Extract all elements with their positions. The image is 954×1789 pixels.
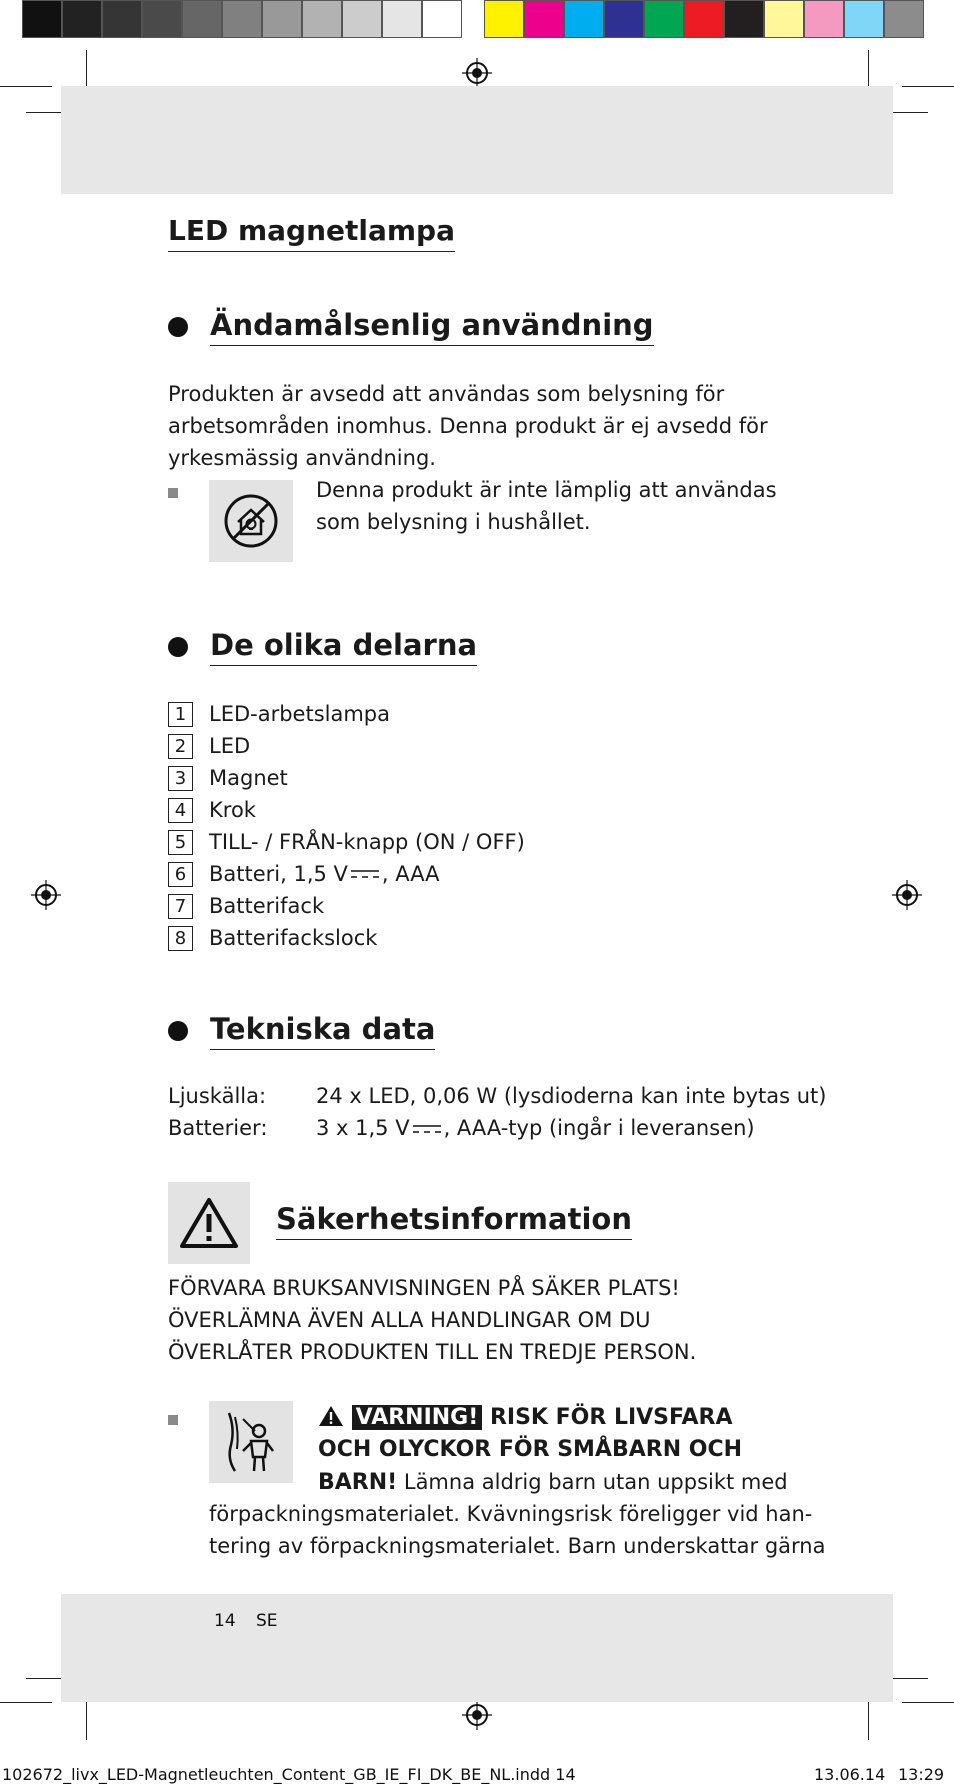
list-item: [168, 826, 525, 858]
section-heading-text: Säkerhetsinformation: [276, 1202, 632, 1236]
file-slug: 102672_livx_LED-Magnetleuchten_Content_GB_IE_FI_DK_BE_NL.indd 14: [2, 1765, 576, 1784]
part-label: LED-arbetslampa: [209, 702, 391, 726]
list-item: [168, 890, 525, 922]
color-swatch: [142, 0, 182, 38]
color-swatch: [222, 0, 262, 38]
color-swatch: [382, 0, 422, 38]
tech-value: 3 x 1,5 V: [316, 1116, 410, 1140]
crop-mark: [0, 1702, 52, 1703]
part-number: 4: [168, 798, 193, 823]
text-line: förpackningsmaterialet. Kvävningsrisk föreligger vid han-: [209, 1502, 813, 1526]
color-swatch: [884, 0, 924, 38]
color-swatch: [182, 0, 222, 38]
section-heading-tech-data: [168, 1012, 435, 1050]
safety-heading: [276, 1202, 632, 1240]
bullet-dot-icon: [168, 1021, 188, 1041]
part-label: Batterifackslock: [209, 926, 378, 950]
part-label-suffix: , AAA: [381, 862, 440, 886]
parts-list: [168, 698, 525, 954]
list-item: [168, 762, 525, 794]
color-swatch: [342, 0, 382, 38]
warning-line: OCH OLYCKOR FÖR SMÅBARN OCH: [318, 1437, 743, 1462]
part-label: LED: [209, 734, 251, 758]
dc-symbol-icon: [413, 1124, 441, 1134]
tech-row-batteries: [168, 1112, 755, 1144]
warning-triangle-icon: [168, 1182, 250, 1264]
section-heading-parts: [168, 628, 477, 666]
part-number: 1: [168, 702, 193, 727]
page-title: LED magnetlampa: [168, 214, 455, 252]
crop-mark: [868, 1698, 869, 1740]
child-strangulation-icon: [209, 1401, 293, 1483]
tech-label: Batterier:: [168, 1116, 268, 1140]
dc-symbol-icon: [351, 869, 379, 879]
bullet-dot-icon: [168, 317, 188, 337]
color-swatch: [262, 0, 302, 38]
tech-value-suffix: , AAA-typ (ingår i leveransen): [443, 1116, 755, 1140]
warning-line: [318, 1466, 818, 1499]
print-time: 13:29: [898, 1765, 945, 1784]
part-number: 6: [168, 862, 193, 887]
color-swatch: [764, 0, 804, 38]
list-item: [168, 730, 525, 762]
color-swatch: [684, 0, 724, 38]
color-swatch: [22, 0, 62, 38]
text-line: tering av förpackningsmaterialet. Barn underskattar gärna: [209, 1534, 826, 1558]
text-line: FÖRVARA BRUKSANVISNINGEN PÅ SÄKER PLATS!: [168, 1276, 680, 1300]
print-date: 13.06.14: [814, 1765, 886, 1784]
list-item: [168, 794, 525, 826]
section-heading-intended-use: [168, 308, 654, 346]
section-heading-text: De olika delarna: [210, 628, 477, 666]
color-swatch: [804, 0, 844, 38]
color-swatch: [844, 0, 884, 38]
registration-mark-icon: [31, 880, 61, 910]
color-swatch: [604, 0, 644, 38]
color-swatch: [564, 0, 604, 38]
tech-row-light-source: [168, 1080, 826, 1112]
section-heading-text: Ändamålsenlig användning: [210, 308, 654, 346]
registration-mark-icon: [892, 880, 922, 910]
safety-caps-notice: [168, 1272, 808, 1368]
warning-text-block: [318, 1402, 818, 1499]
header-band: [61, 86, 893, 194]
text-line: yrkesmässig användning.: [168, 446, 436, 470]
crop-mark: [902, 86, 954, 87]
crop-mark: [0, 86, 52, 87]
color-swatch: [422, 0, 462, 38]
text-line: ÖVERLÅTER PRODUKTEN TILL EN TREDJE PERSON.: [168, 1340, 697, 1364]
registration-mark-icon: [462, 58, 492, 88]
part-label: Batteri, 1,5 V: [209, 862, 348, 886]
color-swatch: [102, 0, 142, 38]
text-line: Denna produkt är inte lämplig att användas: [316, 478, 777, 502]
process-color-bar: [484, 0, 924, 42]
bullet-dot-icon: [168, 637, 188, 657]
part-number: 5: [168, 830, 193, 855]
section-heading-text: Tekniska data: [210, 1012, 435, 1050]
warning-line: [318, 1402, 818, 1434]
registration-mark-icon: [462, 1700, 492, 1730]
warning-small-icon: [318, 1405, 344, 1427]
text-line: Produkten är avsedd att användas som belysning för: [168, 382, 725, 406]
warning-badge: VARNING!: [352, 1405, 483, 1430]
warning-heading-rest: RISK FÖR LIVSFARA: [482, 1405, 733, 1430]
color-swatch: [62, 0, 102, 38]
footer-band: [61, 1594, 893, 1702]
warning-body: [209, 1498, 829, 1562]
gray-color-bar: [22, 0, 462, 42]
part-label: Krok: [209, 798, 256, 822]
crop-mark: [902, 1702, 954, 1703]
color-swatch: [484, 0, 524, 38]
tech-value: 24 x LED, 0,06 W (lysdioderna kan inte bytas ut): [316, 1084, 827, 1108]
no-household-lighting-icon: [209, 480, 293, 562]
text-line: ÖVERLÄMNA ÄVEN ALLA HANDLINGAR OM DU: [168, 1308, 651, 1332]
part-label: TILL- / FRÅN-knapp (ON / OFF): [209, 830, 525, 854]
crop-mark: [86, 1698, 87, 1740]
warning-body-start: Lämna aldrig barn utan uppsikt med: [397, 1470, 788, 1494]
part-label: Batterifack: [209, 894, 325, 918]
list-item: [168, 698, 525, 730]
part-number: 2: [168, 734, 193, 759]
list-item: [168, 922, 525, 954]
tech-label: Ljuskälla:: [168, 1084, 267, 1108]
bullet-square-icon: [168, 1415, 178, 1425]
color-swatch: [524, 0, 564, 38]
color-swatch: [644, 0, 684, 38]
part-number: 8: [168, 926, 193, 951]
household-note: [316, 474, 816, 538]
intended-use-paragraph: [168, 378, 808, 474]
part-label: Magnet: [209, 766, 288, 790]
text-line: som belysning i hushållet.: [316, 510, 591, 534]
language-code: SE: [256, 1611, 278, 1631]
text-line: arbetsområden inomhus. Denna produkt är ej avsedd för: [168, 414, 768, 438]
list-item: [168, 858, 525, 890]
color-swatch: [724, 0, 764, 38]
part-number: 3: [168, 766, 193, 791]
page-number: 14: [214, 1611, 236, 1631]
part-number: 7: [168, 894, 193, 919]
color-swatch: [302, 0, 342, 38]
warning-bold-word: BARN!: [318, 1470, 398, 1495]
bullet-square-icon: [168, 488, 178, 498]
